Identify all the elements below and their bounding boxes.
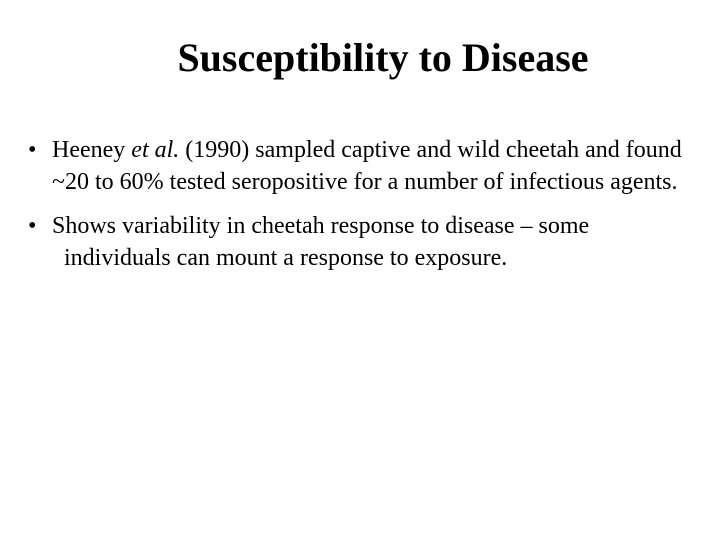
bullet-text-segment: Heeney [52, 137, 132, 163]
bullet-item-2 [28, 210, 698, 274]
bullet-item-1 [28, 134, 698, 198]
bullet-marker: • [28, 213, 37, 239]
bullet-text-segment: Shows variability in cheetah response to disease – some individuals can mount a response to exposure. [52, 213, 590, 271]
bullet-text [52, 210, 698, 274]
bullet-marker: • [28, 137, 37, 163]
bullet-text-italic-segment: et al. [131, 137, 180, 163]
bullet-text-segment: (1990) sampled captive and wild cheetah and found ~20 to 60% tested seropositive for a number of infectious agents. [52, 137, 682, 195]
bullet-list [28, 134, 698, 286]
slide-title: Susceptibility to Disease [177, 35, 589, 80]
bullet-text [52, 137, 682, 195]
